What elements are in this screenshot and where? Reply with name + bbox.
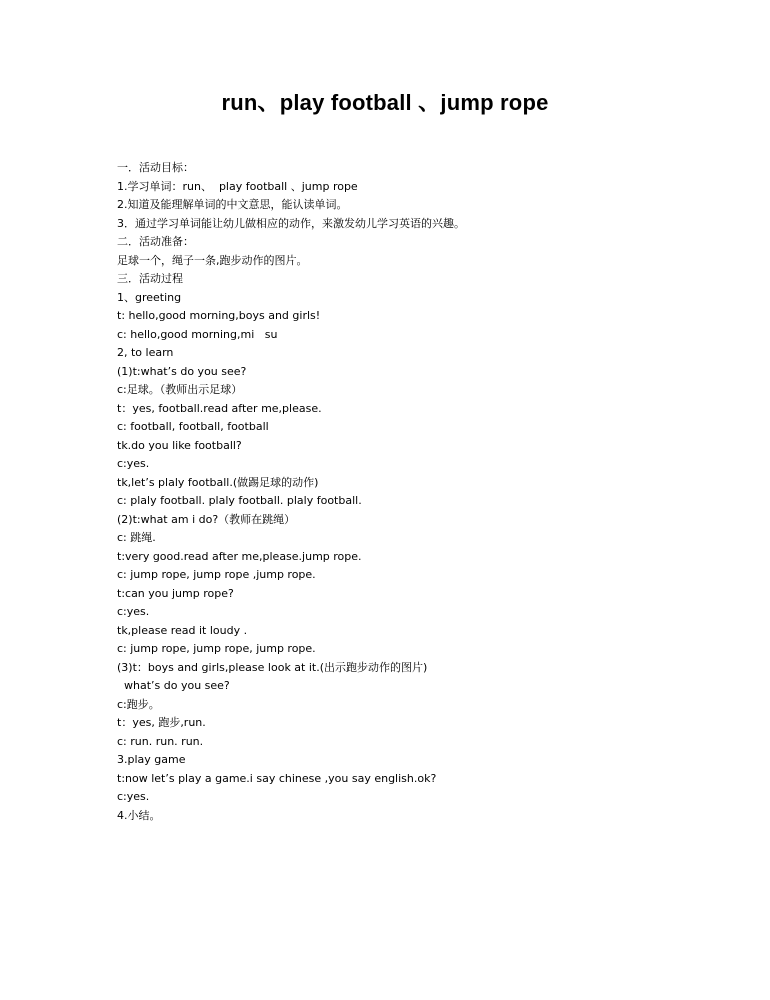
text-line: 二．活动准备： — [117, 235, 194, 248]
text-line: t:can you jump rope? — [117, 586, 234, 600]
text-line: c: plaly football. plaly football. plaly football. — [117, 494, 362, 507]
text-line: t:very good.read after me,please.jump rope. — [117, 549, 362, 563]
text-line: 3.play game — [117, 753, 186, 766]
text-line: 足球一个，绳子一条,跑步动作的图片。 — [117, 253, 308, 267]
text-line: c:yes. — [117, 457, 150, 470]
document-title: run、play football 、jump rope — [221, 90, 549, 115]
text-line: t：yes, 跑步,run. — [117, 716, 206, 729]
text-line: c: jump rope, jump rope ,jump rope. — [117, 568, 316, 581]
text-line: what’s do you see? — [117, 679, 230, 692]
text-line: c: football, football, football — [117, 420, 269, 433]
text-line: c: 跳绳. — [117, 531, 156, 544]
text-line: t: hello,good morning,boys and girls! — [117, 309, 321, 322]
text-line: c:yes. — [117, 605, 150, 618]
text-line: c: hello,good morning,mi su — [117, 327, 278, 341]
text-line: c: run. run. run. — [117, 734, 204, 748]
text-line: 4.小结。 — [117, 808, 161, 822]
text-line: (1)t:what’s do you see? — [117, 364, 247, 378]
text-line: 三．活动过程 — [117, 272, 183, 285]
text-line: c:足球。（教师出示足球） — [117, 383, 243, 396]
text-line: t：yes, football.read after me,please. — [117, 401, 322, 415]
text-line: (3)t：boys and girls,please look at it.(出示跑步动作的图片) — [117, 660, 428, 674]
text-line: (2)t:what am i do?（教师在跳绳） — [117, 512, 296, 526]
text-line: c: jump rope, jump rope, jump rope. — [117, 642, 316, 655]
text-line: 2.知道及能理解单词的中文意思，能认读单词。 — [117, 198, 348, 211]
text-line: c:跑步。 — [117, 697, 160, 711]
text-line: 1.学习单词：run、 play football 、jump rope — [117, 179, 358, 193]
text-line: 1、greeting — [117, 290, 182, 304]
text-line: tk,let’s plaly football.(做踢足球的动作) — [117, 475, 319, 489]
text-line: t:now let’s play a game.i say chinese ,you say english.ok? — [117, 771, 437, 785]
text-line: 一．活动目标： — [117, 161, 194, 174]
text-line: 3．通过学习单词能让幼儿做相应的动作，来激发幼儿学习英语的兴趣。 — [117, 216, 465, 230]
text-line: c:yes. — [117, 790, 150, 803]
text-line: tk.do you like football? — [117, 438, 242, 452]
text-line: 2, to learn — [117, 346, 174, 359]
text-line: tk,please read it loudy . — [117, 623, 248, 637]
document-body — [117, 159, 717, 825]
